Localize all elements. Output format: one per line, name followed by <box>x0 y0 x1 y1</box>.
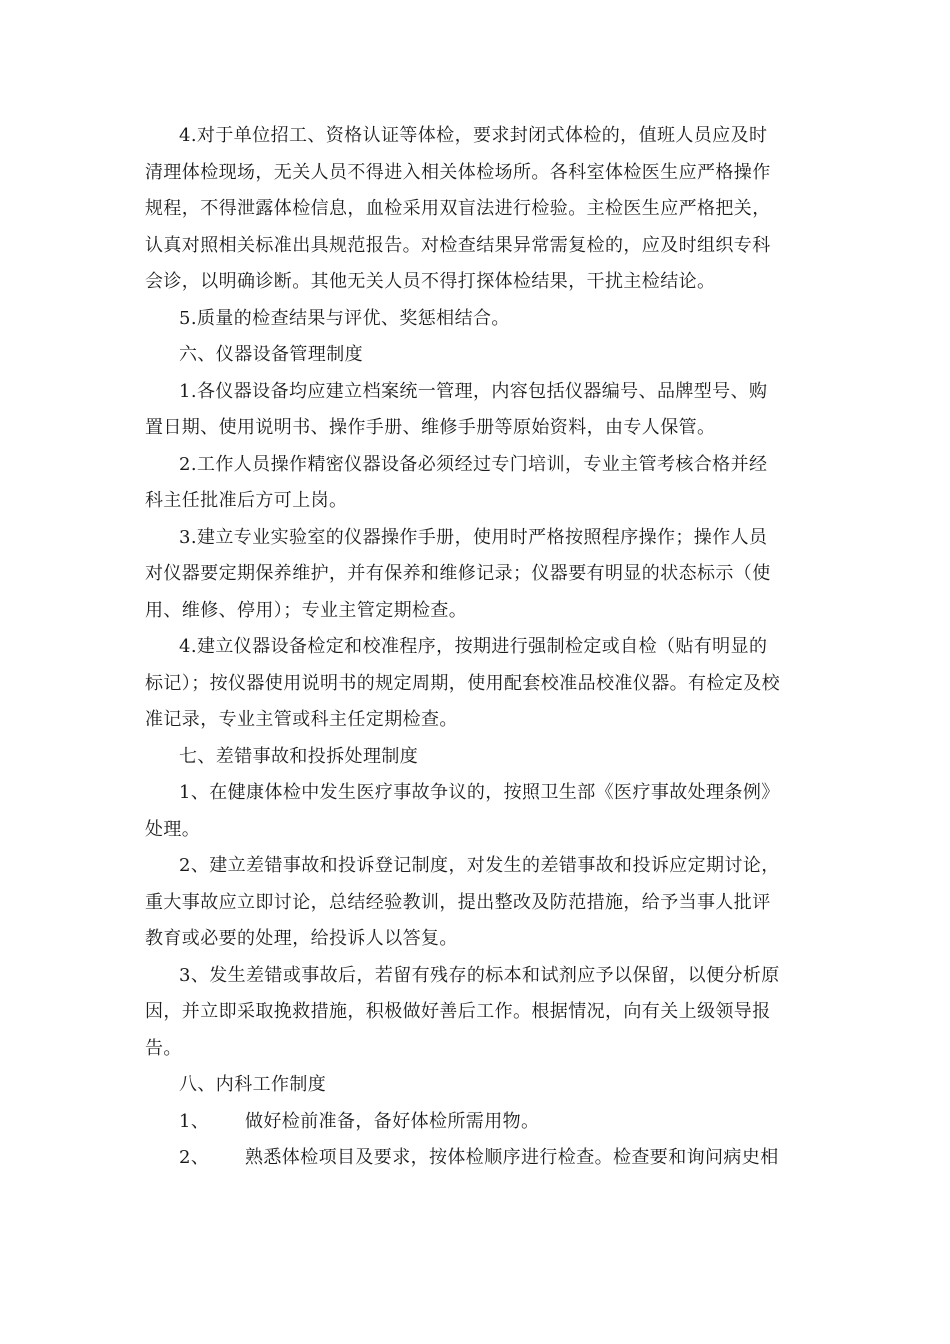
list-item-number: 2、 <box>179 1147 210 1168</box>
list-item-number: 1、 <box>179 1110 210 1132</box>
paragraph-line: 3、发生差错或事故后，若留有残存的标本和试剂应予以保留，以便分析原 <box>179 964 780 986</box>
section-heading: 六、仪器设备管理制度 <box>179 344 363 365</box>
paragraph-line: 5.质量的检查结果与评优、奖惩相结合。 <box>179 307 510 329</box>
paragraph-line: 教育或必要的处理，给投诉人以答复。 <box>145 928 458 949</box>
list-item <box>145 1140 805 1177</box>
paragraph-line: 规程，不得泄露体检信息，血检采用双盲法进行检验。主检医生应严格把关， <box>145 198 771 219</box>
paragraph-line: 3.建立专业实验室的仪器操作手册，使用时严格按照程序操作；操作人员 <box>179 526 768 548</box>
paragraph-line: 告。 <box>145 1037 182 1059</box>
section-heading: 七、差错事故和投拆处理制度 <box>179 745 419 767</box>
paragraph-line: 标记）；按仪器使用说明书的规定周期，使用配套校准品校准仪器。有检定及校 <box>145 672 780 694</box>
paragraph-line: 置日期、使用说明书、操作手册、维修手册等原始资料，由专人保管。 <box>145 417 716 438</box>
paragraph-line: 准记录，专业主管或科主任定期检查。 <box>145 709 458 730</box>
paragraph-line: 处理。 <box>145 818 201 840</box>
paragraph-line: 会诊，以明确诊断。其他无关人员不得打探体检结果，干扰主检结论。 <box>145 271 716 292</box>
paragraph-line: 清理体检现场，无关人员不得进入相关体检场所。各科室体检医生应严格操作 <box>145 161 771 183</box>
list-item-text: 做好检前准备，备好体检所需用物。 <box>245 1110 540 1132</box>
document-body <box>145 118 805 1177</box>
paragraph-line: 用、维修、停用）；专业主管定期检查。 <box>145 599 468 621</box>
paragraph-line: 4.建立仪器设备检定和校准程序，按期进行强制检定或自检（贴有明显的 <box>179 636 768 657</box>
paragraph-line: 1、在健康体检中发生医疗事故争议的，按照卫生部《医疗事故处理条例》 <box>179 782 780 803</box>
section-heading: 八、内科工作制度 <box>179 1074 327 1095</box>
paragraph-line: 1.各仪器设备均应建立档案统一管理，内容包括仪器编号、品牌型号、购 <box>179 380 768 402</box>
paragraph-line: 因，并立即采取挽救措施，积极做好善后工作。根据情况，向有关上级领导报 <box>145 1001 771 1022</box>
list-item <box>145 1104 805 1141</box>
paragraph-line: 对仪器要定期保养维护，并有保养和维修记录；仪器要有明显的状态标示（使 <box>145 563 771 584</box>
paragraph-line: 2、建立差错事故和投诉登记制度，对发生的差错事故和投诉应定期讨论， <box>179 855 780 876</box>
paragraph-line: 2.工作人员操作精密仪器设备必须经过专门培训，专业主管考核合格并经 <box>179 453 768 475</box>
paragraph-line: 4.对于单位招工、资格认证等体检，要求封闭式体检的，值班人员应及时 <box>179 125 768 146</box>
paragraph-line: 认真对照相关标准出具规范报告。对检查结果异常需复检的，应及时组织专科 <box>145 234 771 256</box>
list-item-text: 熟悉体检项目及要求，按体检顺序进行检查。检查要和询问病史相 <box>245 1147 779 1168</box>
paragraph-line: 重大事故应立即讨论，总结经验教训，提出整改及防范措施，给予当事人批评 <box>145 891 771 913</box>
paragraph-line: 科主任批准后方可上岗。 <box>145 490 348 511</box>
